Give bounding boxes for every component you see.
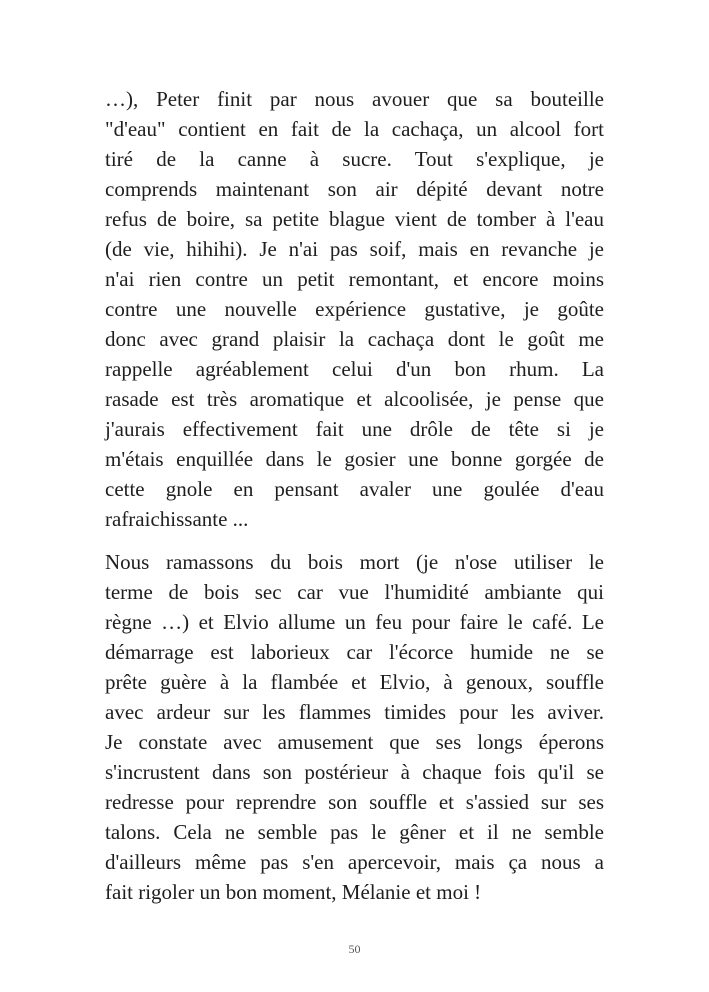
text-line: j'aurais effectivement fait une drôle de tête si je [105, 417, 604, 441]
text-line: Je constate avec amusement que ses longs éperons [105, 730, 604, 754]
paragraph-2 [105, 547, 604, 907]
text-line: d'ailleurs même pas s'en apercevoir, mais ça nous a [105, 850, 604, 874]
text-line: refus de boire, sa petite blague vient de tomber à l'eau [105, 207, 604, 231]
text-line: règne …) et Elvio allume un feu pour faire le café. Le [105, 610, 604, 634]
paragraph-1 [105, 84, 604, 534]
text-line: comprends maintenant son air dépité devant notre [105, 177, 604, 201]
text-line: fait rigoler un bon moment, Mélanie et moi ! [105, 880, 482, 904]
text-line: (de vie, hihihi). Je n'ai pas soif, mais en revanche je [105, 237, 604, 261]
text-line: démarrage est laborieux car l'écorce humide ne se [105, 640, 604, 664]
text-line: rasade est très aromatique et alcoolisée, je pense que [105, 387, 604, 411]
text-line: cette gnole en pensant avaler une goulée d'eau [105, 477, 604, 501]
text-line: redresse pour reprendre son souffle et s'assied sur ses [105, 790, 604, 814]
text-line: prête guère à la flambée et Elvio, à genoux, souffle [105, 670, 604, 694]
text-line: rappelle agréablement celui d'un bon rhum. La [105, 357, 604, 381]
text-line: rafraichissante ... [105, 507, 249, 531]
text-line: "d'eau" contient en fait de la cachaça, un alcool fort [105, 117, 604, 141]
text-line: terme de bois sec car vue l'humidité ambiante qui [105, 580, 604, 604]
text-line: donc avec grand plaisir la cachaça dont le goût me [105, 327, 604, 351]
text-line: n'ai rien contre un petit remontant, et encore moins [105, 267, 604, 291]
text-line: Nous ramassons du bois mort (je n'ose utiliser le [105, 550, 604, 574]
text-line: contre une nouvelle expérience gustative, je goûte [105, 297, 604, 321]
text-line: …), Peter finit par nous avouer que sa bouteille [105, 87, 604, 111]
text-line: m'étais enquillée dans le gosier une bonne gorgée de [105, 447, 604, 471]
text-line: talons. Cela ne semble pas le gêner et il ne semble [105, 820, 604, 844]
page-number: 50 [348, 942, 361, 956]
text-line: avec ardeur sur les flammes timides pour les aviver. [105, 700, 604, 724]
text-line: tiré de la canne à sucre. Tout s'explique, je [105, 147, 604, 171]
text-line: s'incrustent dans son postérieur à chaque fois qu'il se [105, 760, 604, 784]
